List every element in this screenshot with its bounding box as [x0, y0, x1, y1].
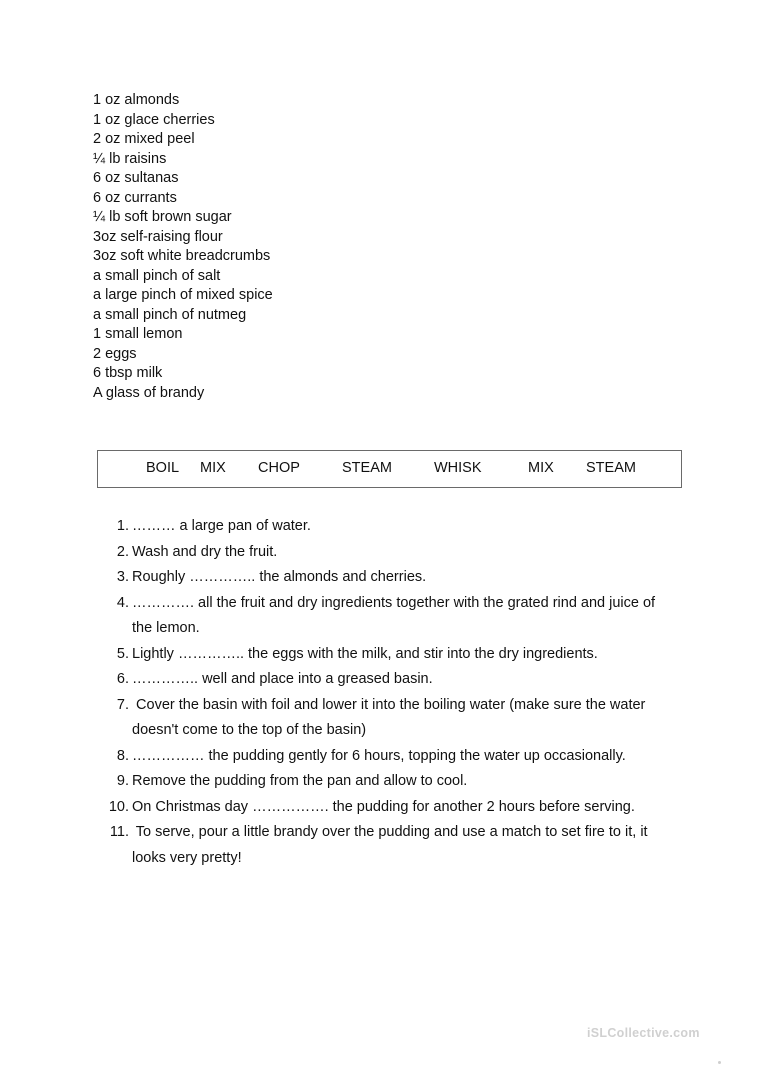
step-text: On Christmas day ……………. the pudding for another 2 hours before serving. [132, 798, 635, 815]
ingredient-item: 6 oz sultanas [93, 170, 179, 186]
ingredient-item: A glass of brandy [93, 384, 205, 401]
step-number: 2. [116, 543, 129, 560]
step-text-continued: doesn't come to the top of the basin) [132, 722, 367, 738]
word-box-item: WHISK [434, 460, 482, 476]
ingredient-item: 6 oz currants [93, 189, 177, 206]
method-step [105, 591, 680, 642]
method-step [105, 642, 680, 668]
ingredient-item: 3oz self-raising flour [93, 228, 223, 245]
step-number: 6. [116, 671, 129, 687]
step-number: 5. [116, 645, 129, 662]
ingredient-item: 2 oz mixed peel [93, 131, 195, 147]
decorative-dot [718, 1061, 721, 1064]
method-step [105, 693, 680, 744]
site-watermark: iSLCollective.com [587, 1026, 700, 1040]
ingredient-item: ¼ lb soft brown sugar [93, 209, 232, 225]
method-step [105, 744, 680, 770]
step-text: Lightly ………….. the eggs with the milk, and stir into the dry ingredients. [132, 645, 598, 662]
ingredient-item: 1 small lemon [93, 326, 183, 342]
word-box-item: STEAM [342, 460, 392, 476]
step-text-continued: the lemon. [132, 620, 200, 636]
ingredient-item: a small pinch of salt [93, 267, 221, 284]
ingredient-item: ¼ lb raisins [93, 150, 167, 167]
ingredient-item: a large pinch of mixed spice [93, 287, 273, 303]
ingredients-list [93, 91, 273, 403]
method-step [105, 795, 680, 821]
step-number: 1. [116, 518, 129, 534]
verb-word-box [97, 450, 682, 488]
method-step [105, 540, 680, 566]
step-number: 9. [116, 773, 129, 789]
step-text: Roughly ………….. the almonds and cherries. [132, 569, 427, 585]
step-number: 10. [108, 798, 129, 815]
ingredient-item: 1 oz glace cherries [93, 111, 215, 128]
method-step [105, 667, 680, 693]
method-step [105, 514, 680, 540]
ingredient-item: 1 oz almonds [93, 92, 180, 108]
method-step [105, 565, 680, 591]
step-text: Remove the pudding from the pan and allow to cool. [132, 773, 468, 789]
step-text: Wash and dry the fruit. [132, 543, 278, 560]
step-text: Cover the basin with foil and lower it into the boiling water (make sure the water [132, 696, 646, 713]
method-steps-list [105, 514, 680, 871]
step-text: ……… a large pan of water. [132, 518, 311, 534]
step-number: 7. [116, 696, 129, 713]
word-box-item: BOIL [146, 460, 180, 476]
word-box-item: MIX [528, 460, 554, 476]
step-text: ………….. well and place into a greased basin. [132, 671, 433, 687]
ingredient-item: 2 eggs [93, 345, 137, 362]
method-step [105, 820, 680, 871]
word-box-item: STEAM [586, 460, 636, 476]
ingredient-item: a small pinch of nutmeg [93, 306, 247, 323]
ingredient-item: 6 tbsp milk [93, 365, 163, 381]
word-box-item: MIX [200, 460, 226, 476]
step-text: …………. all the fruit and dry ingredients together with the grated rind and juice of [132, 594, 656, 611]
step-text: …………… the pudding gently for 6 hours, topping the water up occasionally. [132, 747, 626, 764]
word-box-item: CHOP [258, 460, 300, 476]
ingredient-item: 3oz soft white breadcrumbs [93, 248, 271, 264]
method-step [105, 769, 680, 795]
step-number: 4. [116, 594, 129, 611]
step-number: 3. [116, 569, 129, 585]
step-number: 8. [116, 747, 129, 764]
step-number: 11. [109, 824, 129, 840]
step-text-continued: looks very pretty! [132, 849, 242, 866]
step-text: To serve, pour a little brandy over the pudding and use a match to set fire to it, it [132, 824, 648, 840]
